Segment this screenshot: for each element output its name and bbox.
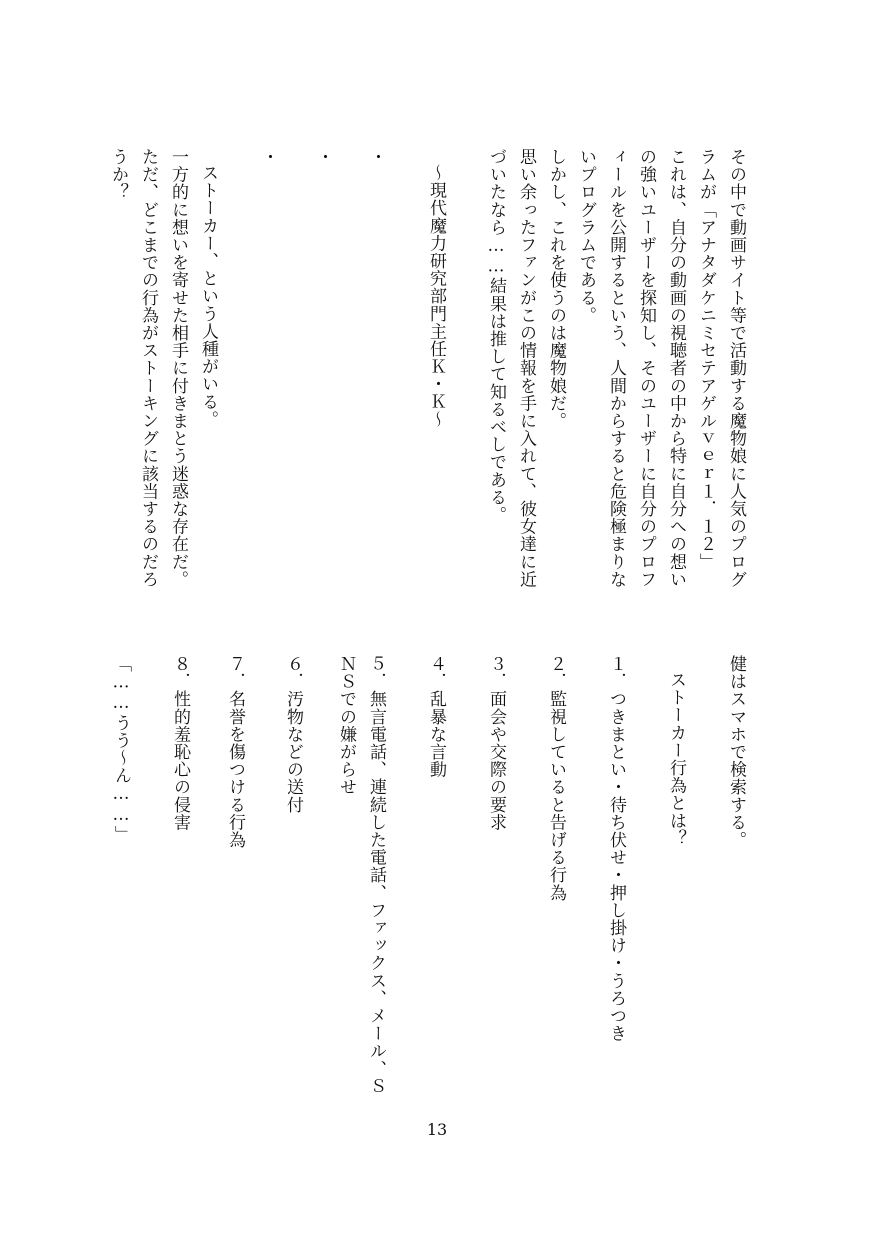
list-item: １．つきまとい・待ち伏せ・押し掛け・うろつき: [606, 655, 626, 1043]
text-column: づいたなら……結果は推して知るべしである。: [486, 148, 506, 524]
text-column: 健はスマホで検索する。: [726, 655, 746, 849]
text-column: ストーカー行為とは？: [666, 671, 686, 847]
text-column: 一方的に想いを寄せた相手に付きまとう迷惑な存在だ。: [168, 148, 188, 588]
text-column: しかし、これを使うのは魔物娘だ。: [546, 148, 566, 430]
text-column: これは、自分の動画の視聴者の中から特に自分への想い: [666, 148, 686, 588]
dialogue-column: 「……うう～ん……」: [111, 655, 131, 843]
text-column: ただ、どこまでの行為がストーキングに該当するのだろ: [138, 148, 158, 588]
list-item: ３．面会や交際の要求: [486, 655, 506, 831]
dot-separator: ・: [366, 148, 386, 166]
text-column: の強いユーザーを探知し、そのユーザーに自分のプロフ: [636, 148, 656, 588]
text-column: うか？: [108, 148, 128, 201]
list-item: ７．名誉を傷つける行為: [225, 655, 245, 849]
text-column: いプログラムである。: [576, 148, 596, 324]
list-item: ４．乱暴な言動: [426, 655, 446, 779]
text-column: ラムが「アナタダケニミセテアゲルｖｅｒ１．１２」: [696, 148, 716, 571]
list-item: ８．性的羞恥心の侵害: [170, 655, 190, 831]
signature-column: ～現代魔力研究部門主任Ｋ・Ｋ～: [426, 164, 446, 428]
dot-separator: ・: [313, 148, 333, 166]
list-item-continuation: ＮＳでの嫌がらせ: [336, 655, 356, 796]
text-column: その中で動画サイト等で活動する魔物娘に人気のプログ: [726, 148, 746, 588]
text-column: 思い余ったファンがこの情報を手に入れて、彼女達に近: [516, 148, 536, 588]
list-item: ２．監視していると告げる行為: [546, 655, 566, 902]
list-item: ６．汚物などの送付: [283, 655, 303, 814]
list-item: ５．無言電話、連続した電話、ファックス、メール、Ｓ: [366, 655, 386, 1095]
text-column: ィールを公開するという、人間からすると危険極まりな: [606, 148, 626, 588]
page-number: 13: [426, 1120, 448, 1139]
dot-separator: ・: [258, 148, 278, 166]
text-column: ストーカー、という人種がいる。: [198, 164, 218, 428]
